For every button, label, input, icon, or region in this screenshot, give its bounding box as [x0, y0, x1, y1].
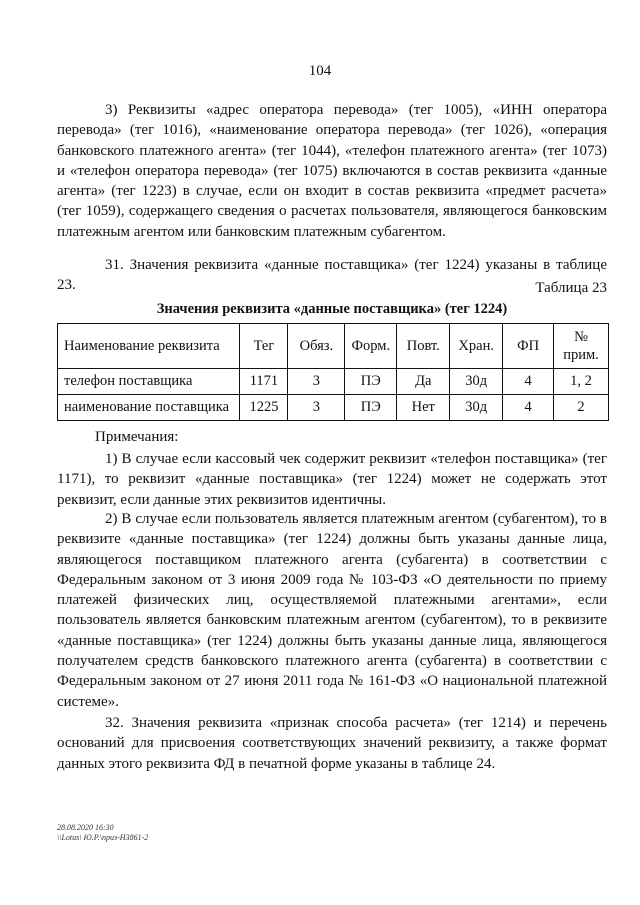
- paragraph-32: 32. Значения реквизита «признак способа расчета» (тег 1214) и перечень оснований для присвоения соответствующих значений реквизиту, а также формат данных этого реквизита ФД в печатной форме указаны в таблице 24.: [57, 715, 607, 772]
- header-note-number: № прим.: [554, 324, 609, 369]
- cell-required: 3: [288, 369, 345, 395]
- requisites-table: [57, 323, 609, 421]
- cell-storage: 30д: [450, 395, 503, 421]
- cell-tag: 1171: [240, 369, 288, 395]
- header-tag: Тег: [240, 324, 288, 369]
- note-2: 2) В случае если пользователь является платежным агентом (субагентом), то в реквизите «данные поставщика» (тег 1224) должны быть указаны данные лица, являющегося поставщиком платежного агента (субагента) в соответствии с Федеральным законом от 3 июня 2009 года № 103-ФЗ «О деятельности по приему платежей физических лиц, осуществляемой платежными агентами», если пользователь является банковским платежным агентом (субагентом), то в реквизите «данные поставщика» (тег 1224) должны быть указаны данные лица, являющегося получателем средств банковского платежного агента (субагента) в соответствии с Федеральным законом от 27 июня 2011 года № 161-ФЗ «О национальной платежной системе».: [57, 511, 607, 710]
- paragraph-3: 3) Реквизиты «адрес оператора перевода» (тег 1005), «ИНН оператора перевода» (тег 1016), «наименование оператора перевода» (тег 1026), «операция банковского платежного агента» (тег 1044), «телефон платежного агента» (тег 1073) и «телефон оператора перевода» (тег 1075) включаются в состав реквизита «данные агента» (тег 1223) в случае, если он входит в состав реквизита «предмет расчета» (тег 1059), содержащего сведения о расчетах пользователя, являющегося банковским платежным агентом или банковским платежным субагентом.: [57, 102, 607, 240]
- cell-name: телефон поставщика: [58, 369, 240, 395]
- cell-repeat: Да: [397, 369, 450, 395]
- footer-timestamp: 28.08.2020 16:30: [57, 823, 114, 832]
- note-1: 1) В случае если кассовый чек содержит реквизит «телефон поставщика» (тег 1171), то реквизит «данные поставщика» (тег 1224) может не содержать этот реквизит, если данные этих реквизитов идентичны.: [57, 451, 607, 508]
- cell-required: 3: [288, 395, 345, 421]
- header-repeat: Повт.: [397, 324, 450, 369]
- footer-file-path: \\Lotus\ Ю.Р.\приз-Н3861-2: [57, 833, 149, 842]
- cell-storage: 30д: [450, 369, 503, 395]
- header-fp: ФП: [503, 324, 554, 369]
- table-row: [58, 369, 609, 395]
- header-required: Обяз.: [288, 324, 345, 369]
- cell-format: ПЭ: [345, 395, 397, 421]
- cell-fp: 4: [503, 395, 554, 421]
- paragraph-31: 31. Значения реквизита «данные поставщика» (тег 1224) указаны в таблице 23.: [57, 257, 607, 294]
- cell-tag: 1225: [240, 395, 288, 421]
- cell-format: ПЭ: [345, 369, 397, 395]
- table-caption: Таблица 23: [535, 280, 607, 296]
- header-name: Наименование реквизита: [58, 324, 240, 369]
- cell-note-number: 2: [554, 395, 609, 421]
- cell-name: наименование поставщика: [58, 395, 240, 421]
- cell-repeat: Нет: [397, 395, 450, 421]
- cell-fp: 4: [503, 369, 554, 395]
- header-format: Форм.: [345, 324, 397, 369]
- table-title: Значения реквизита «данные поставщика» (тег 1224): [156, 301, 508, 317]
- header-storage: Хран.: [450, 324, 503, 369]
- table-header-row: [58, 324, 609, 369]
- page-number: 104: [308, 63, 332, 79]
- notes-title: Примечания:: [95, 429, 179, 445]
- cell-note-number: 1, 2: [554, 369, 609, 395]
- table-row: [58, 395, 609, 421]
